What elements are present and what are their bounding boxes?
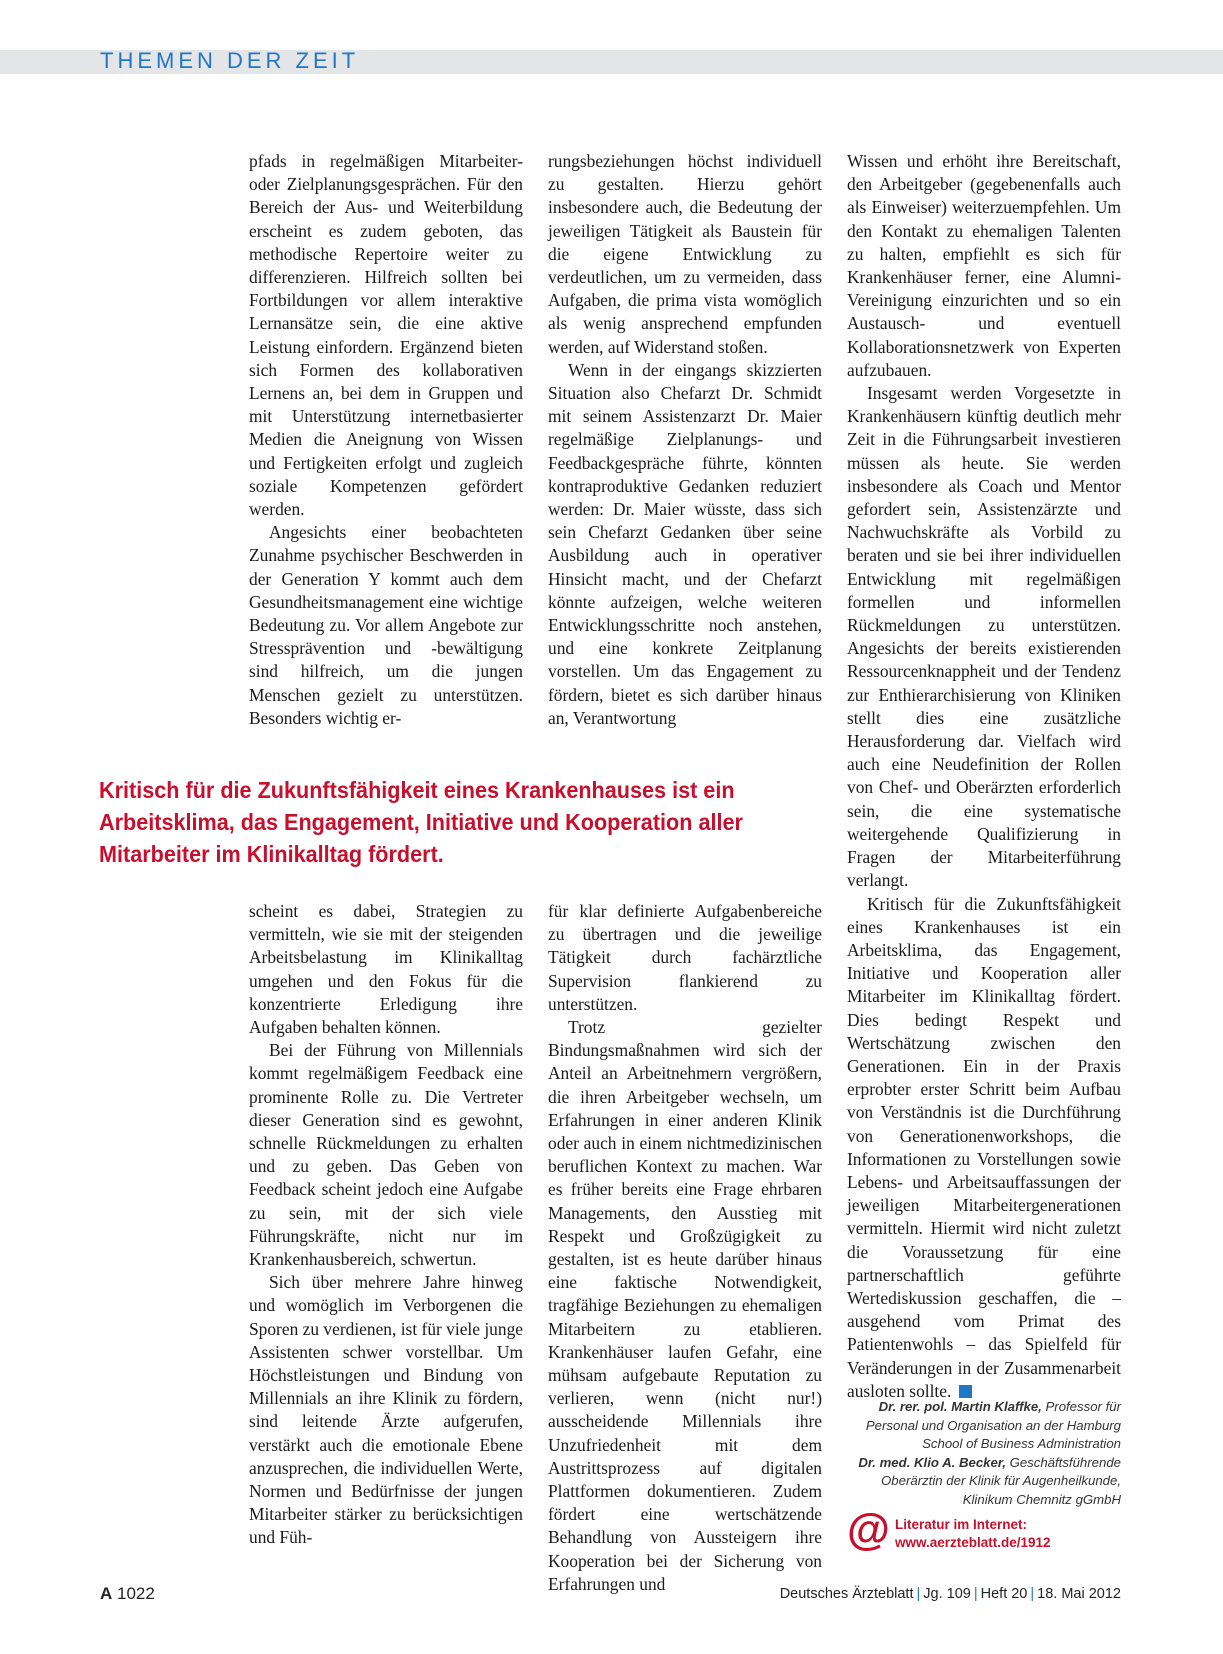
paragraph: rungsbeziehungen höchst individuell zu gestalten. Hierzu gehört insbesondere auch, die Bedeutung der jeweiligen Tätigkeit als Baustein für die eigene Entwicklung zu verdeutlichen, um zu vermeiden, dass Aufgaben, die prima vista womöglich als wenig ansprechend empfunden werden, auf Widerstand stoßen. bbox=[548, 151, 822, 357]
journal-issue: Heft 20 bbox=[980, 1586, 1028, 1602]
paragraph: Bei der Führung von Millennials kommt regelmäßigem Feedback eine prominente Rolle zu. Die Vertreter dieser Generation sind es gewohnt, schnelle Rückmeldungen zu erhalten und zu geben. Das Geben von Feedback scheint jedoch eine Aufgabe zu sein, mit der sich viele Führungskräfte, nicht nur im Krankenhausbereich, schwertun. bbox=[249, 1040, 523, 1270]
at-sign-icon: @ bbox=[847, 1505, 890, 1554]
page-number bbox=[100, 1584, 155, 1604]
paragraph: pfads in regelmäßigen Mitarbeiter- oder Zielplanungsgesprächen. Für den Bereich der Aus- und Weiterbildung erscheint es zudem geboten, das methodische Repertoire weiter zu differenzieren. Hilfreich sollten bei Fortbildungen vor allem interaktive Lernansätze sein, die eine aktive Leistung einfordern. Ergänzend bieten sich Formen des kollaborativen Lernens an, bei dem in Gruppen und mit Unterstützung internetbasierter Medien die Aneignung von Wissen und Fertigkeiten erfolgt und zugleich soziale Kompetenzen gefördert werden. bbox=[249, 151, 523, 520]
separator: | bbox=[1030, 1586, 1035, 1602]
separator: | bbox=[973, 1586, 978, 1602]
literature-text bbox=[895, 1516, 1051, 1552]
literature-label: Literatur im Internet: bbox=[895, 1517, 1028, 1532]
author-info bbox=[847, 1398, 1121, 1510]
column-1-top bbox=[249, 150, 523, 730]
literature-link[interactable]: www.aerzteblatt.de/1912 bbox=[895, 1535, 1051, 1550]
paragraph: für klar definierte Aufgabenbereiche zu übertragen und die jeweilige Tätigkeit durch fachärztliche Supervision flankierend zu unterstützen. bbox=[548, 901, 822, 1014]
journal-date: 18. Mai 2012 bbox=[1037, 1586, 1121, 1602]
journal-volume: Jg. 109 bbox=[923, 1586, 971, 1602]
author-1-name: Dr. rer. pol. Martin Klaffke, bbox=[878, 1399, 1042, 1414]
paragraph bbox=[847, 893, 1121, 1403]
column-3 bbox=[847, 150, 1121, 1403]
paragraph-text: Kritisch für die Zukunftsfähigkeit eines Krankenhauses ist ein Arbeitsklima, das Engagement, Initiative und Kooperation aller Mitarbeiter im Klinikalltag fördert. Dies bedingt Respekt und Wertschätzung zwischen den Generationen. Ein in der Praxis erprobter erster Schritt beim Aufbau von Verständnis ist die Durchführung von Generationenworkshops, die Informationen zu Vorstellungen sowie Lebens- und Arbeitsauffassungen der jeweiligen Mitarbeitergenerationen vermitteln. Hiermit wird nicht zuletzt die Voraussetzung für eine partnerschaftlich geführte Wertediskussion geschaffen, die – ausgehend vom Primat des Patientenwohls – das Spielfeld für Veränderungen in der Zusammenarbeit ausloten sollte. bbox=[847, 893, 1121, 1401]
section-label: THEMEN DER ZEIT bbox=[100, 48, 360, 73]
paragraph: scheint es dabei, Strategien zu vermitteln, wie sie mit der steigenden Arbeitsbelastung im Klinikalltag umgehen und den Fokus für die konzentrierte Erledigung ihre Aufgaben behalten können. bbox=[249, 901, 523, 1038]
paragraph: Trotz gezielter Bindungsmaßnahmen wird sich der Anteil an Arbeitnehmern vergrößern, die ihren Arbeitgeber wechseln, um Erfahrungen in einer anderen Klinik oder auch in einem nichtmedizinischen beruflichen Kontext zu machen. War es früher bereits eine Frage ehrbaren Managements, den Ausstieg mit Respekt und Großzügigkeit zu gestalten, ist es heute darüber hinaus eine faktische Notwendigkeit, tragfähige Beziehungen zu ehemaligen Mitarbeitern zu etablieren. Krankenhäuser laufen Gefahr, eine mühsam aufgebaute Reputation zu verlieren, wenn (nicht nur!) ausscheidende Millennials ihre Unzufriedenheit mit dem Austrittsprozess auf digitalen Plattformen dokumentieren. Zudem fördert eine wertschätzende Behandlung von Aussteigern ihre Kooperation bei der Sicherung von Erfahrungen und bbox=[548, 1017, 822, 1594]
paragraph: Wissen und erhöht ihre Bereitschaft, den Arbeitgeber (gegebenenfalls auch als Einweiser) weiterzuempfehlen. Um den Kontakt zu ehemaligen Talenten zu halten, empfiehlt es sich für Krankenhäuser ferner, eine Alumni-Vereinigung einzurichten und so ein Austausch- und eventuell Kollaborationsnetzwerk von Experten aufzubauen. bbox=[847, 151, 1121, 380]
journal-name: Deutsches Ärzteblatt bbox=[779, 1586, 914, 1602]
author-2-role: Geschäftsführende Oberärztin der Klinik für Augenheilkunde, Klinikum Chemnitz gGmbH bbox=[881, 1454, 1121, 1507]
author-1 bbox=[847, 1398, 1121, 1454]
literature-box bbox=[847, 1505, 1121, 1556]
paragraph: Sich über mehrere Jahre hinweg und womöglich im Verborgenen die Sporen zu verdienen, ist für viele junge Assistenten schwer vorstellbar. Um Höchstleistungen und Bindung von Millennials an ihre Klinik zu fördern, sind leitende Ärzte aufgerufen, verstärkt auch die emotionale Ebene anzusprechen, die individuellen Werte, Normen und Bedürfnisse der jungen Mitarbeiter stärker zu berücksichtigen und Füh- bbox=[249, 1272, 523, 1548]
column-2-top bbox=[548, 150, 822, 730]
author-1-role: Professor für Personal und Organisation an der Hamburg School of Business Administration bbox=[865, 1399, 1121, 1452]
pull-quote: Kritisch für die Zukunftsfähigkeit eines Krankenhauses ist ein Arbeitsklima, das Engagement, Initiative und Kooperation aller Mitarbeiter im Klinikalltag fördert. bbox=[99, 777, 743, 867]
separator: | bbox=[916, 1586, 921, 1602]
end-of-article-mark bbox=[959, 1385, 972, 1398]
paragraph: Insgesamt werden Vorgesetzte in Krankenhäusern künftig deutlich mehr Zeit in die Führungsarbeit investieren müssen als heute. Sie werden insbesondere als Coach und Mentor gefordert sein, Assistenzärzte und Nachwuchskräfte als Vorbild zu beraten und sie bei ihrer individuellen Entwicklung mit regelmäßigen formellen und informellen Rückmeldungen zu unterstützen. Angesichts der bereits existierenden Ressourcenknappheit und der Tendenz zur Enthierarchisierung von Kliniken stellt dies eine zusätzliche Herausforderung dar. Vielfach wird auch eine Neudefinition der Rollen von Chef- und Oberärzten erforderlich sein, die eine systematische weitergehende Qualifizierung in Fragen der Mitarbeiterführung verlangt. bbox=[847, 383, 1121, 891]
column-1-bottom bbox=[249, 900, 523, 1550]
paragraph: Angesichts einer beobachteten Zunahme psychischer Beschwerden in der Generation Y kommt auch dem Gesundheitsmanagement eine wichtige Bedeutung zu. Vor allem Angebote zur Stressprävention und -bewältigung sind hilfreich, um die jungen Menschen gezielt zu unterstützen. Besonders wichtig er- bbox=[249, 522, 523, 728]
journal-info bbox=[780, 1586, 1121, 1602]
page-number-value: 1022 bbox=[117, 1584, 155, 1603]
column-2-bottom bbox=[548, 900, 822, 1596]
author-2 bbox=[847, 1454, 1121, 1510]
author-2-name: Dr. med. Klio A. Becker, bbox=[858, 1454, 1006, 1470]
paragraph: Wenn in der eingangs skizzierten Situation also Chefarzt Dr. Schmidt mit seinem Assistenzarzt Dr. Maier regelmäßige Zielplanungs- und Feedbackgespräche führte, könnten kontraproduktive Gedanken reduziert werden: Dr. Maier wüsste, dass sich sein Chefarzt Gedanken über seine Ausbildung auch in operativer Hinsicht macht, und der Chefarzt könnte aufzeigen, welche weiteren Entwicklungsschritte noch anstehen, und eine konkrete Zeitplanung vorstellen. Um das Engagement zu fördern, bietet es sich darüber hinaus an, Verantwortung bbox=[548, 359, 822, 728]
page-prefix: A bbox=[100, 1584, 113, 1603]
